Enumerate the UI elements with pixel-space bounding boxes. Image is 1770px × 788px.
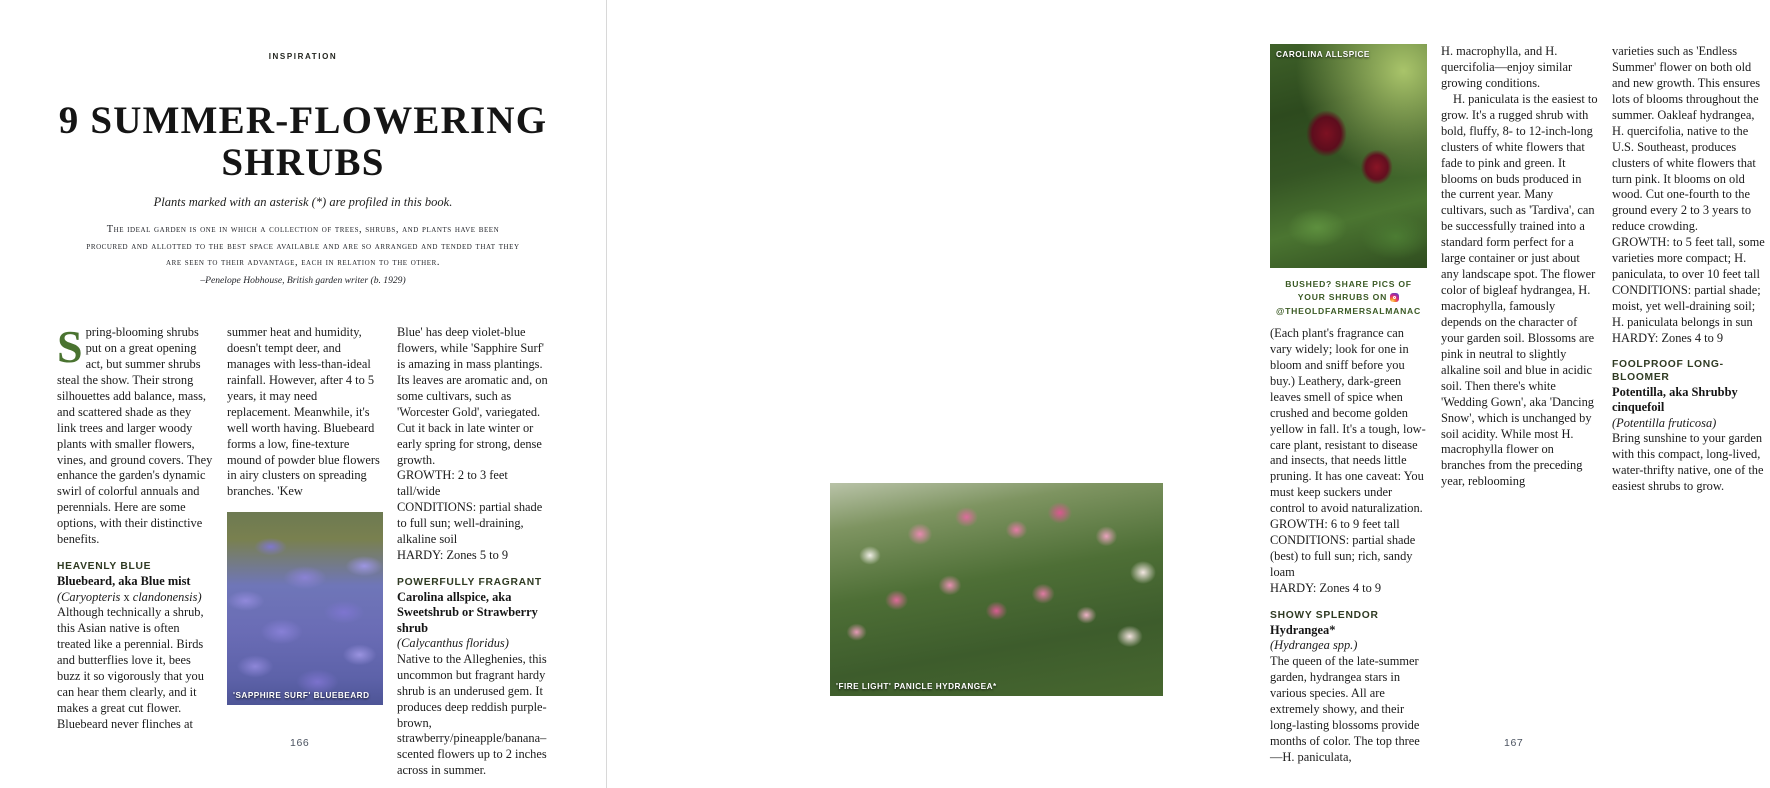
page-subtitle: Plants marked with an asterisk (*) are profiled in this book.	[153, 195, 453, 210]
epigraph-attribution: –Penelope Hobhouse, British garden writer (b. 1929)	[200, 275, 406, 287]
allspice-conditions: CONDITIONS: partial shade (best) to full sun; rich, sandy loam	[1270, 533, 1416, 579]
title-block	[58, 100, 548, 210]
entry-body-bluebeard: Although technically a shrub, this Asian native is often treated like a perennial. Birds and butterflies love it, bees buzz it so vigorously that you can hear them clearly, and it makes a great cut flower. Bluebeard never flinches at	[57, 605, 204, 732]
right-column-1	[1270, 44, 1427, 765]
page-title-line-1: 9 SUMMER-FLOWERING	[58, 99, 548, 142]
intro-text: pring-blooming shrubs put on a great opening act, but summer shrubs steal the show. Their strong silhouettes add balance, mass, and scattered shade as they link trees and larger woody plants with smaller flowers, vines, and ground covers. They enhance the garden's dynamic swirl of colorful annuals and perennials. Here are some options, with their distinctive benefits.	[57, 325, 213, 547]
entry-common-name-bluebeard: Bluebeard, aka Blue mist	[57, 574, 191, 589]
entry-body-hydrangea: The queen of the late-summer garden, hydrangea stars in various species. All are extremely showy, and their long-lasting blossoms provide months of color. The top three—H. paniculata,	[1270, 653, 1420, 764]
hydrangea-conditions: CONDITIONS: partial shade; moist, yet well-draining soil; H. paniculata belongs in sun	[1612, 282, 1761, 329]
social-handle: @THEOLDFARMERSALMANAC	[1276, 305, 1421, 316]
social-callout	[1270, 278, 1427, 318]
right-page-columns	[1270, 44, 1770, 765]
page-title	[58, 100, 548, 184]
bluebeard-growth: GROWTH: 2 to 3 feet tall/wide	[397, 468, 508, 499]
entry-heading-showy-splendor: SHOWY SPLENDOR	[1270, 609, 1379, 621]
page-number-left: 166	[290, 737, 310, 749]
allspice-continuation: (Each plant's fragrance can vary widely; look for one in bloom and sniff before you buy.) Leathery, dark-green leaves smell of spice when crushed and become golden yellow in fall. It's a tough, low-care plant, resistant to disease and insects, that needs little pruning. It has one caveat: You must keep suckers under control to avoid naturalization.	[1270, 325, 1426, 516]
social-line-1: BUSHED? SHARE PICS OF	[1285, 279, 1412, 289]
instagram-icon	[1390, 293, 1399, 302]
fire-light-panicle-hydrangea-photo	[830, 483, 1163, 696]
entry-latin-name-bluebeard: (Caryopteris x clandonensis)	[57, 589, 202, 604]
photo-caption-hydrangea: 'FIRE LIGHT' PANICLE HYDRANGEA*	[836, 682, 997, 691]
bluebeard-continuation-1: summer heat and humidity, doesn't tempt deer, and manages with less-than-ideal rainfall. However, after 4 to 5 years, it may need replacement. Meanwhile, it's well worth having. Bluebeard forms a low, fine-texture mound of powder blue flowers in airy clusters on spreading branches. 'Kew	[227, 325, 380, 499]
entry-latin-name-hydrangea: (Hydrangea spp.)	[1270, 638, 1358, 653]
entry-heading-foolproof-long-bloomer: FOOLPROOF LONG-BLOOMER	[1612, 359, 1724, 383]
spacer	[1270, 597, 1427, 610]
running-head: INSPIRATION	[268, 52, 338, 61]
spacer	[57, 548, 213, 561]
right-page	[607, 0, 1765, 788]
bluebeard-hardy: HARDY: Zones 5 to 9	[397, 547, 509, 562]
carolina-allspice-photo	[1270, 44, 1427, 268]
epigraph-text: The ideal garden is one in which a collection of trees, shrubs, and plants have been procured and allotted to the best space available and are so arranged and tended that they are seen to their advantage, each in relation to the other.	[86, 224, 520, 269]
spacer	[1270, 318, 1427, 326]
entry-common-name-hydrangea: Hydrangea*	[1270, 622, 1336, 637]
entry-common-name-potentilla: Potentilla, aka Shrubby cinquefoil	[1612, 385, 1738, 415]
page-title-line-2: SHRUBS	[221, 141, 385, 185]
entry-body-potentilla: Bring sunshine to your garden with this compact, long-lived, water-thrifty native, one of the easiest shrubs to grow.	[1612, 431, 1764, 494]
photo-caption-bluebeard: 'SAPPHIRE SURF' BLUEBEARD	[233, 691, 370, 701]
intro-paragraph	[57, 321, 213, 548]
entry-heading-heavenly-blue: HEAVENLY BLUE	[57, 561, 152, 573]
entry-heading-powerfully-fragrant: POWERFULLY FRAGRANT	[397, 576, 542, 588]
drop-cap: S	[57, 321, 83, 372]
entry-common-name-allspice: Carolina allspice, aka Sweetshrub or Strawberry shrub	[397, 590, 538, 635]
sapphire-surf-bluebeard-photo	[227, 512, 383, 705]
hydrangea-growth: GROWTH: to 5 feet tall, some varieties more compact; H. paniculata, to over 10 feet tall	[1612, 235, 1765, 281]
latin-species: clandonensis	[132, 589, 198, 604]
hydrangea-continuation-2: H. paniculata is the easiest to grow. It's a rugged shrub with bold, fluffy, 8- to 12-inch-long clusters of white flowers that fade to pink and green. It blooms on buds produced in the current year. Many cultivars, such as 'Tardiva', can be successfully trained into a standard form perfect for a large container or just about any landscape spot. The flower color of bigleaf hydrangea, H. macrophylla, famously depends on the character of your garden soil. Blossoms are pink in neutral to slightly alkaline soil and blue in acidic soil. Then there's white 'Wedding Gown', aka 'Dancing Snow', which is unchanged by soil acidity. While most H. macrophylla flower on branches from the preceding year, reblooming	[1441, 91, 1598, 489]
hydrangea-continuation-1: H. macrophylla, and H. quercifolia—enjoy similar growing conditions.	[1441, 44, 1573, 90]
left-column-1	[57, 321, 213, 779]
right-column-2	[1441, 44, 1598, 765]
allspice-hardy: HARDY: Zones 4 to 9	[1270, 580, 1382, 595]
spacer	[397, 564, 553, 577]
epigraph	[85, 222, 521, 289]
bluebeard-conditions: CONDITIONS: partial shade to full sun; well-draining, alkaline soil	[397, 500, 543, 546]
social-line-2: YOUR SHRUBS ON	[1297, 292, 1388, 303]
right-column-3	[1612, 44, 1769, 765]
hydrangea-hardy: HARDY: Zones 4 to 9	[1612, 330, 1724, 345]
hydrangea-continuation-3: varieties such as 'Endless Summer' flower on both old and new growth. This ensures lots of blooms throughout the summer. Oakleaf hydrangea, H. quercifolia, native to the U.S. Southeast, produces clusters of white flowers that turn pink. It blooms on old wood. Cut one-fourth to the ground every 2 to 3 years to reduce crowding.	[1612, 44, 1761, 234]
entry-latin-name-potentilla: (Potentilla fruticosa)	[1612, 415, 1717, 430]
left-page	[0, 0, 606, 788]
photo-caption-allspice: CAROLINA ALLSPICE	[1276, 50, 1370, 59]
spacer	[1612, 346, 1769, 359]
latin-genus: Caryopteris	[61, 589, 121, 604]
entry-body-allspice: Native to the Alleghenies, this uncommon but fragrant hardy shrub is an underused gem. It produces deep reddish purple-brown, strawberry/pineapple/banana–scented flowers up to 2 inches across in summer.	[397, 651, 547, 778]
left-page-columns	[57, 321, 553, 779]
page-number-right: 167	[1504, 737, 1524, 749]
bluebeard-continuation-2: Blue' has deep violet-blue flowers, while 'Sapphire Surf' is amazing in mass plantings. Its leaves are aromatic and, on some cultivars, such as 'Worcester Gold', variegated. Cut it back in late winter or early spring for strong, dense growth.	[397, 325, 548, 467]
left-column-2	[227, 325, 383, 779]
entry-latin-name-allspice: (Calycanthus floridus)	[397, 636, 509, 651]
allspice-growth: GROWTH: 6 to 9 feet tall	[1270, 517, 1400, 532]
left-column-3	[397, 325, 553, 779]
